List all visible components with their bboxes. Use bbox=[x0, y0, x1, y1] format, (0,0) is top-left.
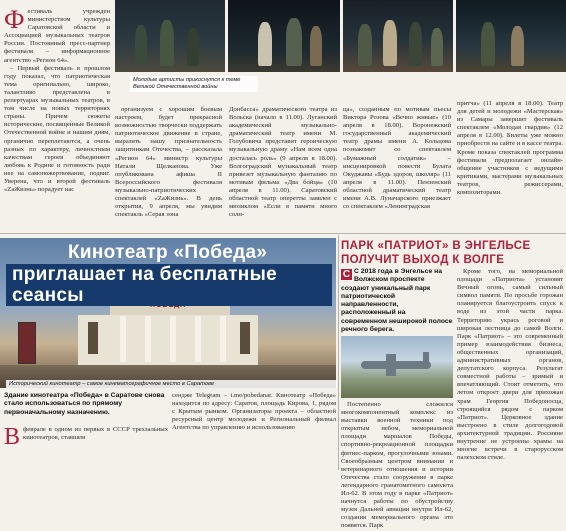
column-divider bbox=[338, 235, 339, 470]
paragraph: Кроме того, на мемориальной площади «Патриота» установят Вечный огонь, самый сильный символ памяти. По просьбе горожан планируется благоустроить спуск к воде из этой части парка. Территорию укрась роговой и широкая лестница до самой Волги. Парк «Патриот» – это современный пример взаимодействия бизнеса, общественных организаций, административных органов, депутатского корпуса. Результат совместной работы – зримый и впечатляющий. Стоит отметить, что летом откроет двери для прихожан храм Георгия Победоносца, строящийся рядом с парком «Патриот». Церковное здание выстроено в стиле долгогодовой архитектурной традиции. Россияне внутренне не устроены храмы на многие встречи в старорусском палехском стиле. bbox=[457, 268, 563, 462]
festival-column-1 bbox=[4, 5, 110, 194]
park-headline: ПАРК «ПАТРИОТ» В ЭНГЕЛЬСЕ ПОЛУЧИТ ВЫХОД К ВОЛГЕ bbox=[341, 240, 531, 266]
actor-figure bbox=[358, 24, 372, 66]
stage-photo-right bbox=[343, 0, 453, 72]
cinema-column-2 bbox=[172, 392, 336, 432]
actor-figure bbox=[409, 22, 422, 66]
stage-photo-far-right bbox=[456, 0, 566, 72]
headline-line-2: приглашает на бесплатные сеансы bbox=[6, 264, 332, 306]
actor-figure bbox=[258, 22, 272, 66]
aircraft-tail bbox=[423, 352, 429, 364]
aircraft-wing bbox=[386, 354, 396, 376]
park-column-a bbox=[341, 401, 453, 530]
festival-column-4 bbox=[343, 106, 451, 211]
cinema-photo-caption: Исторический кинотеатр – самое кинематографичное место в Саратове bbox=[6, 380, 337, 388]
cinema-pillar bbox=[120, 316, 126, 362]
park-lead-text: С 2018 года в Энгельсе на Волжском проспекте создают уникальный парк патриотической направленности, расположенный на современном неширокой полосе речного берега. bbox=[341, 268, 453, 334]
paragraph: феврале в одном из первых в СССР трехзальных кинотеатров, ставшем bbox=[23, 426, 168, 442]
park-photo bbox=[341, 336, 453, 398]
paragraph: Донбасса» драматического театра из Вольска (начало в 11.00). Луганский академический музыкально-драматический театр имени М. Голубовича представит героическую музыкальную драму «Нам всем одна досталась роль» (9 апреля в 18.00). Волгоградский музыкальный театр привезет музыкальную фантазию по мотивам фильма «Два бойца» (10 апреля в 11.00). Саратовский областной театр оперетты заявлен с мюзиклом «Если в памяти много солн- bbox=[229, 106, 337, 219]
paragraph: притча» (11 апреля в 18.00). Театр для детей и молодежи «Мастерская» из Самары завершит фестиваль спектаклем «Молодая гвардия» (12 апреля в 12.00). Билеты уже можно приобрести на сайте и в кассе театра. Кроме показа спектаклей программа фестиваля предполагает онлайн-общение участников с ведущими критиками, мастерами музыкальных театров, режиссерами, композиторами. bbox=[457, 100, 563, 197]
park-lead bbox=[341, 268, 453, 334]
actor-figure bbox=[431, 28, 443, 66]
cinema-pillar bbox=[195, 316, 201, 362]
paragraph: организуем с хорошим боевым настроем, будет прекрасной возможностью творчески поддержать патриотическое движение в стране, выразить нашу признательность защитникам Отечества, – рассказала «Регион 64» министр культуры Натали Щелканова. Уже опубликована афиша II Всероссийского фестиваля музыкально-патриотических спектаклей «ZаЖизнь». В день открытия, 9 апреля, мы увидим спектакль «Серая зона bbox=[115, 106, 222, 219]
drop-cap: Ф bbox=[4, 5, 25, 34]
stage-photo-left bbox=[115, 0, 225, 72]
paragraph: естиваль учрежден министерством культуры Саратовской области и Ассоциацией музыкальных театров России. Постоянный пресс-партнер фестиваля – информационное агентство «Регион 64». bbox=[4, 8, 110, 64]
actor-figure bbox=[135, 25, 147, 65]
actor-figure bbox=[310, 26, 322, 66]
cinema-headline bbox=[6, 242, 332, 306]
drop-cap: С bbox=[342, 269, 351, 280]
actor-figure bbox=[383, 20, 397, 66]
paragraph: Постепенно сложился многокомпонентный комплекс из выставки военной техники под открытым небом, мемориальной площади маршалов Победы, спортивно-рекреационной площадки фитнес-парком, прогулочными зонами. Своеобразным центром внимания и ветеринарного отношения и истории Отечества стало сооружение в парке легендарного гранатометного самолета Ил-62. В этом году в парке «Патриот» начнутся работы по обустройству музея Дальней авиации внутри Ил-62, создания мемориального органа это появятся. Парк bbox=[341, 401, 453, 530]
cinema-pillar bbox=[145, 316, 151, 362]
paragraph: ца», созданным по мотивам пьесы Виктора Розова «Вечно живые» (10 апреля в 18.00). Воронежский государственный академический театр драмы имени А. Кольцова познакомит со спектаклем «Бумажный солдатик» – инсценировкой повести Булата Окуджавы «Будь здоров, школяр» (11 апреля в 11.00). Пензенский областной драматический театр имени А.В. Луначарского приезжает со спектаклем «Ленинградская bbox=[343, 106, 451, 211]
cinema-pillar bbox=[170, 316, 176, 362]
festival-column-5 bbox=[457, 100, 563, 197]
street-poster bbox=[18, 322, 36, 364]
section-divider bbox=[0, 233, 566, 234]
festival-column-2 bbox=[115, 106, 222, 219]
aircraft-fuselage bbox=[361, 361, 431, 369]
drop-cap: В bbox=[4, 424, 21, 450]
cinema-pillar bbox=[220, 316, 226, 362]
headline-line-1: Кинотеатр «Победа» bbox=[68, 242, 268, 263]
cinema-body bbox=[4, 424, 168, 450]
actor-figure bbox=[511, 26, 524, 66]
park-column-b bbox=[457, 268, 563, 470]
actor-figure bbox=[187, 28, 199, 66]
paragraph: – Первый фестиваль в прошлом году показал, что патриотическая тема оригинально, широко, талантливо представлена в репертуарах музыкальных театров, в том числе на новых территориях страны. Причем сюжеты исторические, посвященные Великой Отечественной войне и нашим дням, органично переплетаются, а очень разных по характеру, личностным качествам героев объединяют любовь к Родине и готовность ради нее на самопожертвование, подвиг. Уверена, что и второй фестиваль «ZаЖизнь» порадует нас bbox=[4, 64, 110, 194]
actor-figure bbox=[481, 22, 495, 66]
actor-figure bbox=[286, 18, 302, 66]
cinema-window bbox=[240, 322, 250, 354]
paragraph: сендже Telegram – t.me/pobedanar. Кинотеатр «Победа» находится по адресу: Саратов, площадь Кирова, 1, рядом с Крытым рынком. Организаторы проекта – областной ресурсный центр молодежи и Региональный филиал Агентства по управлению и использованию bbox=[172, 392, 336, 432]
cinema-window bbox=[88, 322, 98, 354]
cinema-lead: Здание кинотеатра «Победа» в Саратове снова стало использоваться по прямому первоначальному назначению. bbox=[4, 392, 165, 416]
cinema-building bbox=[78, 315, 258, 365]
festival-column-3 bbox=[229, 106, 337, 219]
stage-photo-center bbox=[228, 0, 340, 72]
photo-caption: Молодые артисты прикоснутся к теме Великой Отечественной войны bbox=[130, 76, 258, 92]
actor-figure bbox=[160, 20, 174, 66]
